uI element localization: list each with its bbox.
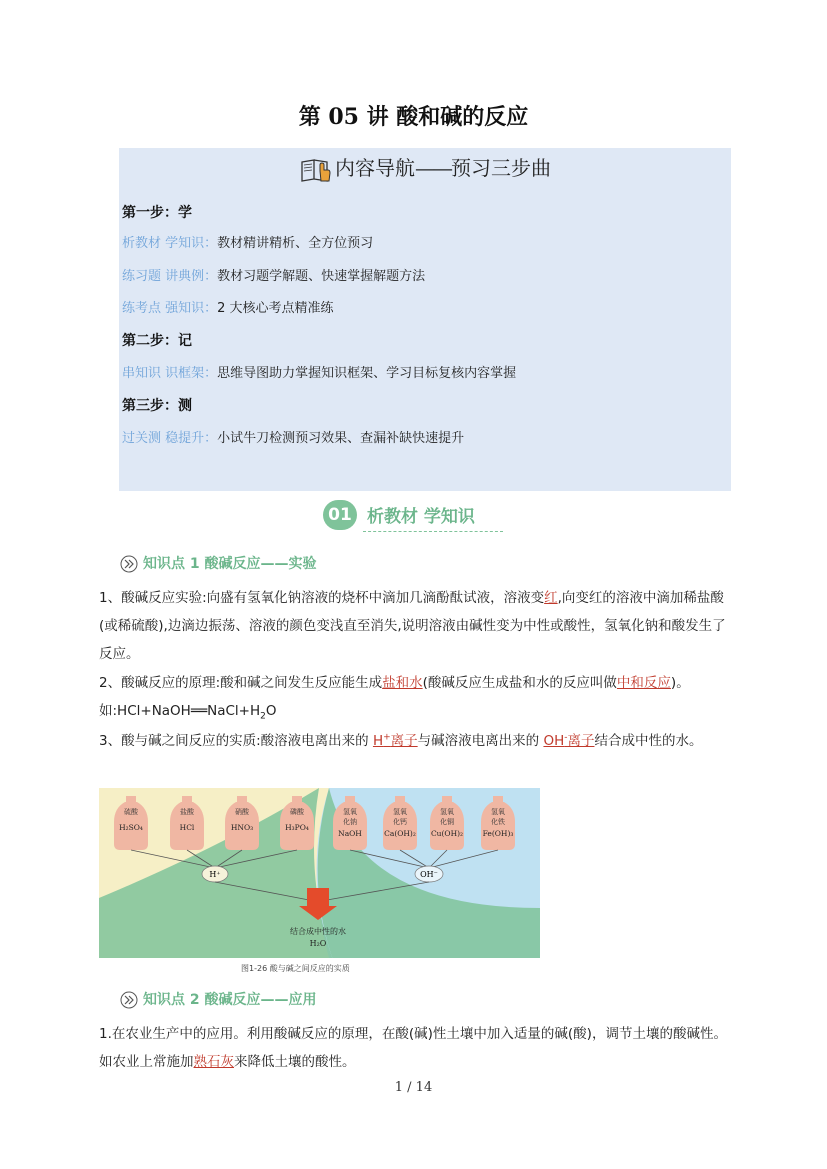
answer-salt-water: 盐和水 bbox=[382, 675, 423, 691]
base-name: 氢氧 bbox=[343, 808, 357, 816]
answer-oh-ion bbox=[543, 733, 594, 749]
superscript: - bbox=[564, 732, 568, 743]
nav-item-desc: 教材习题学解题、快速掌握解题方法 bbox=[217, 269, 426, 284]
superscript: + bbox=[383, 732, 391, 743]
text-run: O bbox=[265, 703, 277, 719]
h-ion-label: H⁺ bbox=[209, 870, 221, 879]
answer-neutralization: 中和反应 bbox=[616, 675, 671, 691]
nav-item-label: 过关测 稳提升： bbox=[122, 431, 218, 446]
base-formula: Ca(OH)₂ bbox=[384, 829, 416, 838]
base-name: 化钙 bbox=[393, 818, 407, 826]
page-number: 1 / 14 bbox=[394, 1080, 433, 1095]
acid-name: 磷酸 bbox=[290, 808, 304, 816]
base-name: 氢氧 bbox=[393, 808, 407, 816]
base-formula: Cu(OH)₂ bbox=[430, 829, 464, 838]
oh-ion-label: OH⁻ bbox=[420, 870, 438, 879]
text-run: 来降低土壤的酸性。 bbox=[234, 1054, 356, 1070]
nav-item-label: 析教材 学知识： bbox=[122, 236, 218, 251]
acid-name: 盐酸 bbox=[180, 808, 194, 816]
step-three-heading: 第三步：测 bbox=[122, 398, 192, 414]
base-name: 化铁 bbox=[491, 818, 505, 826]
nav-item-framework bbox=[122, 365, 516, 383]
text-run: )。如:HCl+NaOH══NaCl+H bbox=[99, 675, 690, 719]
ion-tail: 离子 bbox=[567, 733, 595, 749]
section-underline bbox=[363, 531, 503, 532]
text-run: 2、酸碱反应的原理:酸和碱之间发生反应能生成 bbox=[99, 675, 383, 691]
text-run: 3、酸与碱之间反应的实质:酸溶液电离出来的 bbox=[99, 733, 373, 749]
acid-name: 硝酸 bbox=[235, 808, 249, 816]
base-formula: NaOH bbox=[338, 829, 362, 838]
paragraph-agriculture bbox=[99, 1020, 731, 1076]
paragraph-essence bbox=[99, 727, 731, 755]
subscript: 2 bbox=[260, 711, 266, 722]
knowledge-point-1-heading bbox=[119, 553, 317, 573]
knowledge-point-2-heading bbox=[119, 989, 317, 1009]
result-label: 结合成中性的水 bbox=[290, 927, 346, 936]
section-badge bbox=[323, 500, 503, 534]
knowledge-point-1-title: 知识点 1 酸碱反应——实验 bbox=[143, 556, 317, 572]
nav-item-label: 练习题 讲典例： bbox=[122, 269, 218, 284]
answer-red: 红 bbox=[544, 590, 558, 606]
text-run: ,向变红的溶液中滴加稀盐酸(或稀硫酸),边滴边振荡、溶液的颜色变浅直至消失,说明溶液由碱性变为中性或酸性，氢氧化钠和酸发生了反应。 bbox=[99, 590, 726, 662]
nav-item-label: 练考点 强知识： bbox=[122, 301, 218, 316]
step-two-heading: 第二步：记 bbox=[122, 333, 192, 349]
nav-item-desc: 2 大核心考点精准练 bbox=[217, 301, 334, 316]
answer-h-ion bbox=[373, 733, 418, 749]
page-title: 第 05 讲 酸和碱的反应 bbox=[298, 104, 529, 130]
text-run: (酸碱反应生成盐和水的反应叫做 bbox=[422, 675, 617, 691]
base-name: 化铜 bbox=[440, 818, 454, 826]
ion-symbol: OH bbox=[543, 733, 565, 749]
base-name: 氢氧 bbox=[440, 808, 454, 816]
base-name: 氢氧 bbox=[491, 808, 505, 816]
navigation-heading-text: 内容导航 bbox=[335, 156, 415, 180]
base-formula: Fe(OH)₃ bbox=[482, 829, 514, 838]
double-chevron-icon bbox=[119, 991, 141, 1009]
acid-formula: HNO₃ bbox=[230, 823, 254, 832]
text-run: 结合成中性的水。 bbox=[594, 733, 703, 749]
step-one-heading: 第一步：学 bbox=[122, 205, 192, 221]
text-run: 1.在农业生产中的应用。利用酸碱反应的原理，在酸(碱)性土壤中加入适量的碱(酸)，调节土壤的酸碱性。如农业上常施加 bbox=[99, 1026, 727, 1070]
text-run: 1、酸碱反应实验:向盛有氢氧化钠溶液的烧杯中滴加几滴酚酞试液，溶液变 bbox=[99, 590, 545, 606]
ion-symbol: H bbox=[372, 733, 384, 749]
nav-item-desc: 思维导图助力掌握知识框架、学习目标复核内容掌握 bbox=[217, 366, 517, 381]
water-formula: H₂O bbox=[309, 939, 327, 948]
book-hand-icon bbox=[299, 157, 333, 183]
acid-name: 硫酸 bbox=[124, 808, 138, 816]
nav-item-desc: 小试牛刀检测预习效果、查漏补缺快速提升 bbox=[217, 431, 465, 446]
nav-item-test-points bbox=[122, 300, 334, 318]
paragraph-principle bbox=[99, 669, 731, 725]
section-label: 析教材 学知识 bbox=[367, 507, 475, 527]
acid-base-diagram bbox=[99, 788, 540, 976]
text-run: 与碱溶液电离出来的 bbox=[417, 733, 544, 749]
acid-formula: HCl bbox=[179, 823, 195, 832]
nav-item-checkpoint bbox=[122, 430, 464, 448]
base-name: 化钠 bbox=[343, 818, 357, 826]
content-navigation-panel bbox=[119, 148, 731, 491]
ion-tail: 离子 bbox=[390, 733, 418, 749]
double-chevron-icon bbox=[119, 555, 141, 573]
navigation-heading-dash: —— bbox=[415, 156, 451, 180]
navigation-heading bbox=[119, 152, 731, 182]
section-number: 01 bbox=[323, 500, 357, 530]
acid-formula: H₃PO₄ bbox=[285, 823, 309, 832]
answer-slaked-lime: 熟石灰 bbox=[193, 1054, 234, 1070]
nav-item-practice bbox=[122, 268, 425, 286]
nav-item-desc: 教材精讲精析、全方位预习 bbox=[217, 236, 374, 251]
knowledge-point-2-title: 知识点 2 酸碱反应——应用 bbox=[143, 992, 317, 1008]
nav-item-label: 串知识 识框架： bbox=[122, 366, 218, 381]
acid-formula: H₂SO₄ bbox=[119, 823, 143, 832]
paragraph-experiment bbox=[99, 584, 731, 668]
navigation-heading-tail: 预习三步曲 bbox=[451, 156, 551, 180]
nav-item-analyze-textbook bbox=[122, 235, 373, 253]
acid-base-reaction-figure bbox=[99, 788, 540, 976]
figure-caption: 图1-26 酸与碱之间反应的实质 bbox=[241, 964, 350, 973]
